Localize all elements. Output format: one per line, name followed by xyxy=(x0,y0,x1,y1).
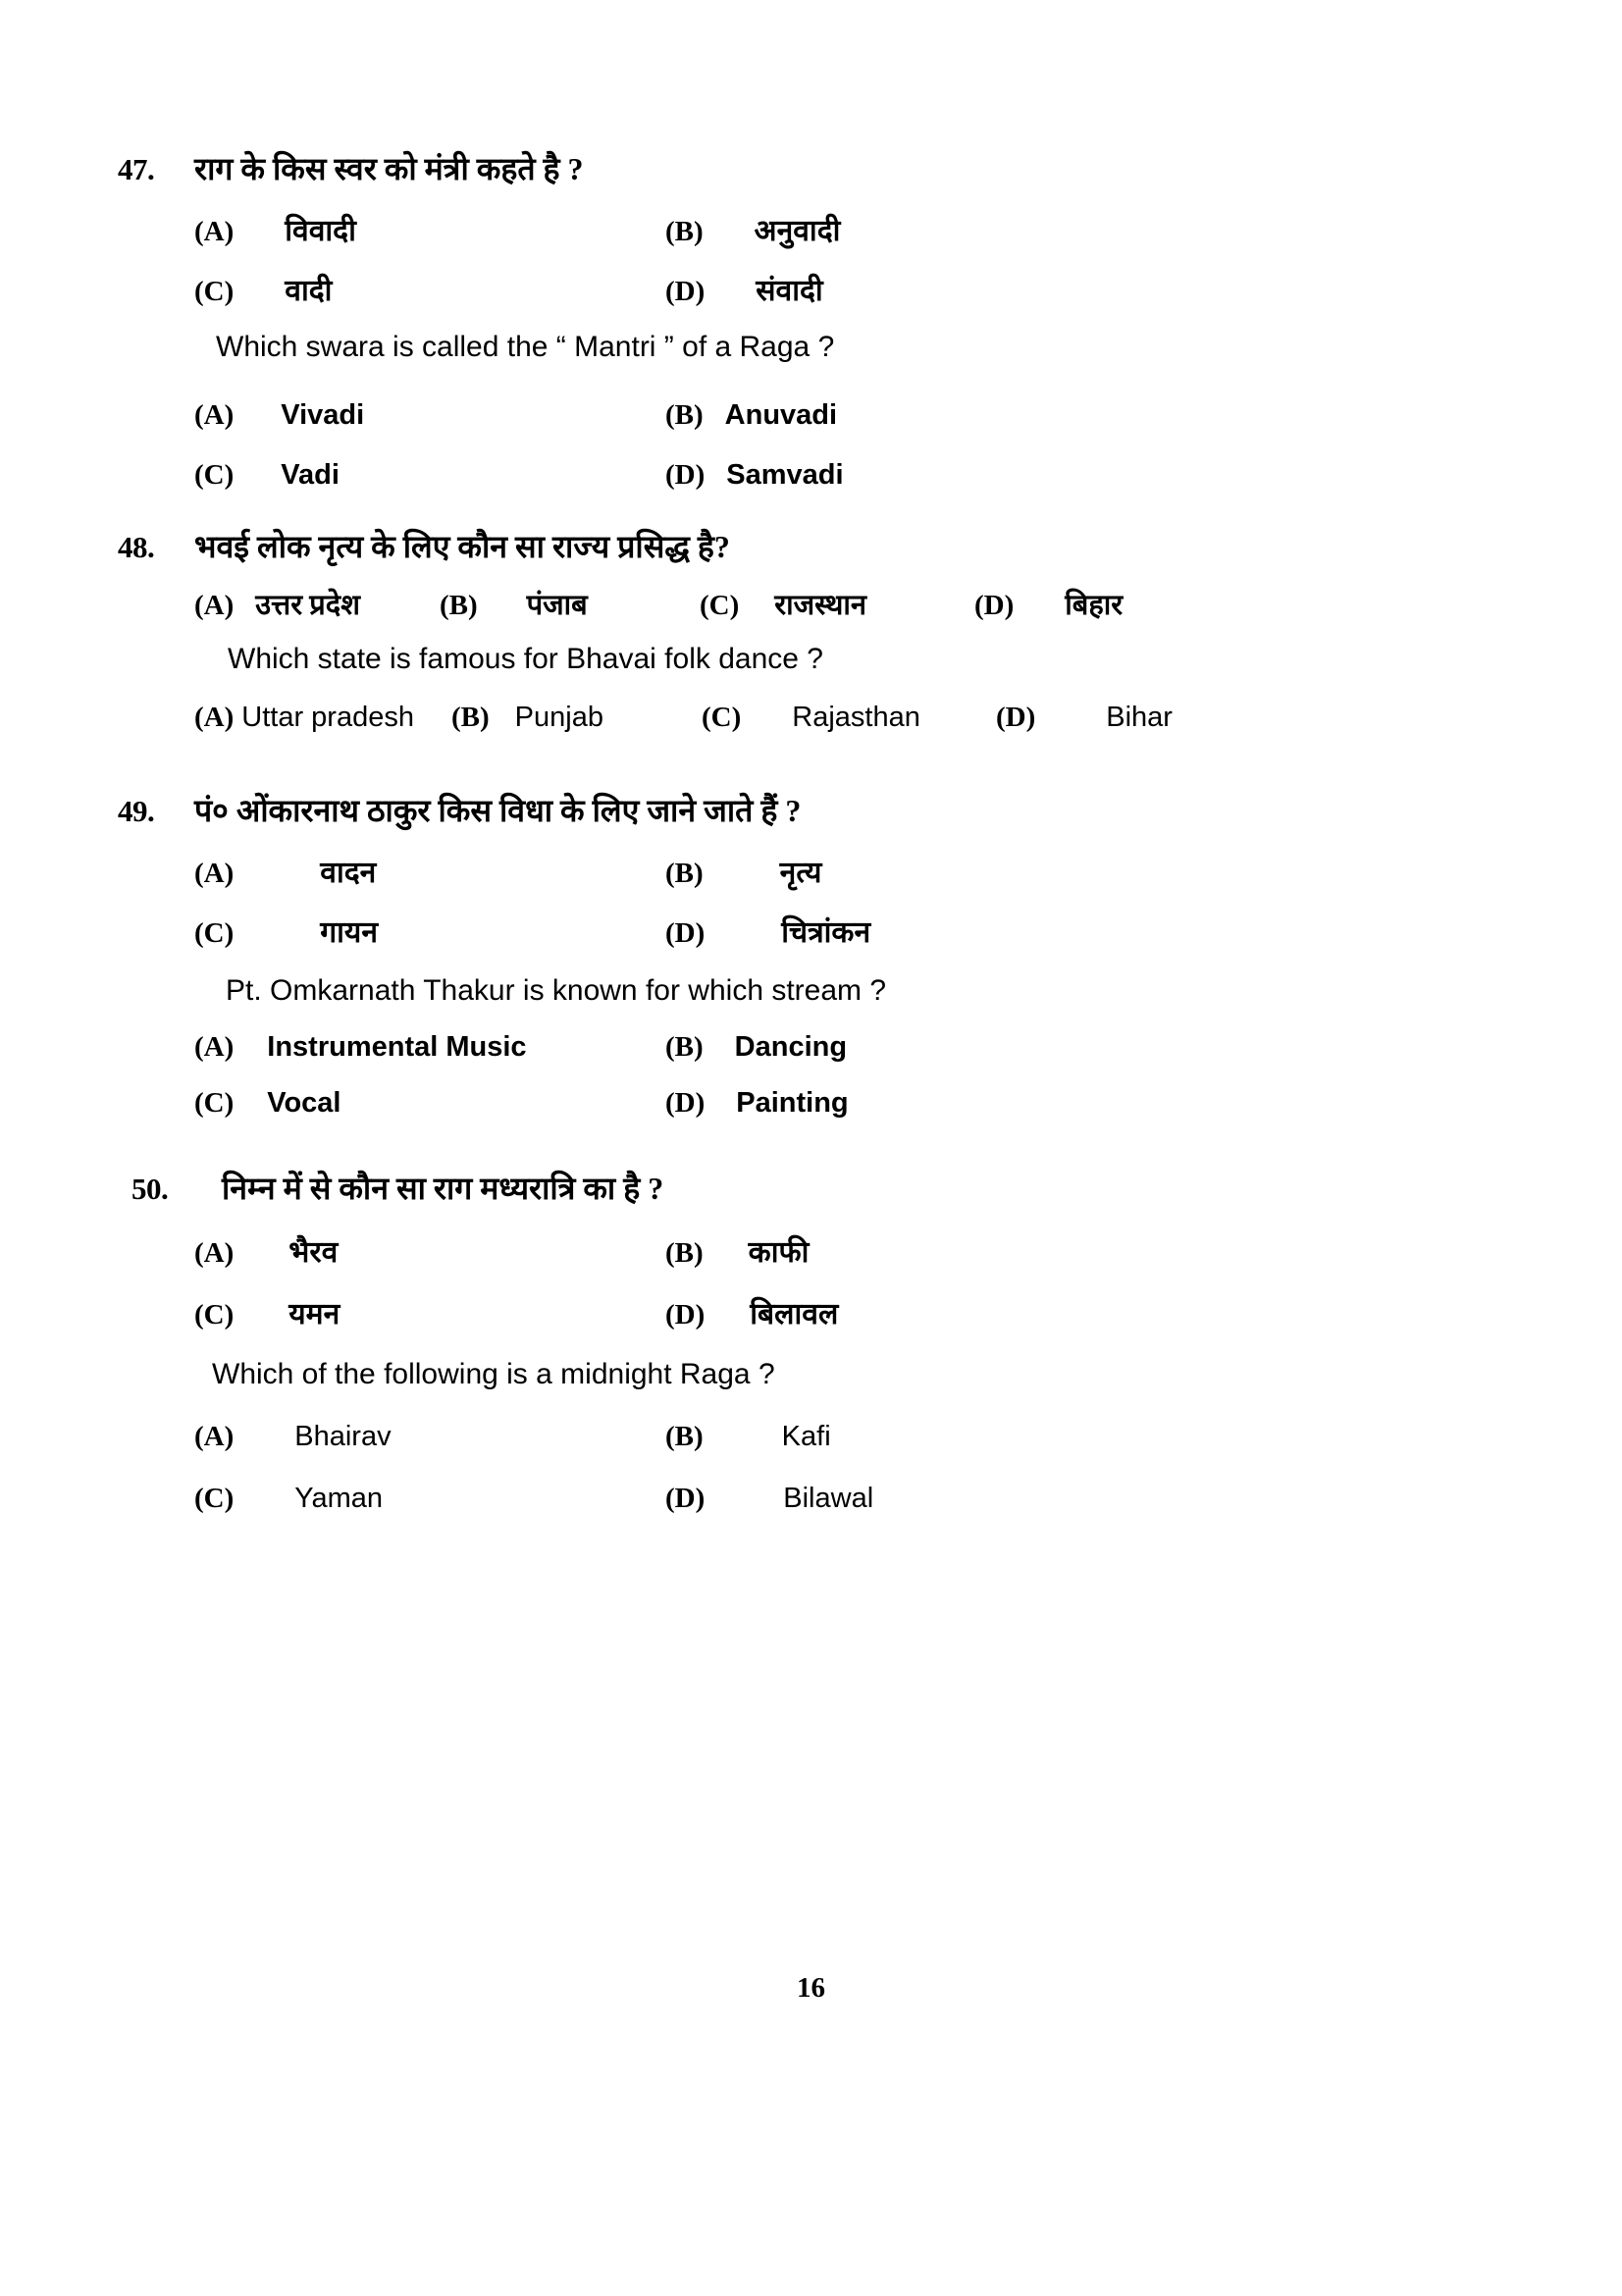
option-label: Bilawal xyxy=(783,1483,874,1514)
option-key: (D) xyxy=(665,917,706,949)
option-49-hi-b[interactable] xyxy=(665,851,1136,891)
options-english-49 xyxy=(118,1031,1504,1120)
option-label: पंजाब xyxy=(526,590,588,621)
option-key: (B) xyxy=(440,590,478,621)
option-row xyxy=(118,1292,1504,1332)
option-row xyxy=(118,209,1504,249)
option-row xyxy=(118,911,1504,951)
option-label: Samvadi xyxy=(726,459,844,491)
option-key: (B) xyxy=(665,399,704,431)
option-47-en-d[interactable] xyxy=(665,459,1136,492)
option-key: (D) xyxy=(665,1087,706,1119)
question-text-hindi-49: पं० ओंकारनाथ ठाकुर किस विधा के लिए जाने जाते हैं ? xyxy=(194,793,802,828)
option-label: Rajasthan xyxy=(792,702,920,733)
option-label: भैरव xyxy=(288,1236,339,1269)
question-text-hindi-50: निम्न में से कौन सा राग मध्यरात्रि का है ? xyxy=(222,1171,664,1206)
option-47-hi-c[interactable] xyxy=(194,269,665,309)
option-row xyxy=(118,269,1504,309)
option-label: Vocal xyxy=(267,1087,341,1119)
question-text-english-48: Which state is famous for Bhavai folk dance ? xyxy=(228,643,823,675)
option-label: उत्तर प्रदेश xyxy=(255,590,360,621)
option-key: (C) xyxy=(194,1299,235,1331)
option-47-en-a[interactable] xyxy=(194,399,665,432)
option-key: (C) xyxy=(702,702,742,733)
option-row xyxy=(118,459,1504,492)
question-block-48 xyxy=(118,525,1504,734)
option-49-hi-a[interactable] xyxy=(194,851,665,891)
option-50-hi-c[interactable] xyxy=(194,1292,665,1332)
option-label: बिलावल xyxy=(750,1298,839,1331)
option-key: (D) xyxy=(665,1299,706,1331)
option-48-hi-c[interactable] xyxy=(700,585,974,623)
question-block-49 xyxy=(118,789,1504,1120)
option-50-en-b[interactable] xyxy=(665,1421,1136,1453)
option-label: यमन xyxy=(288,1298,340,1331)
option-50-en-c[interactable] xyxy=(194,1483,665,1515)
option-key: (D) xyxy=(974,590,1015,621)
option-48-en-c[interactable] xyxy=(702,702,996,734)
option-label: गायन xyxy=(320,916,378,949)
question-number-50: 50. xyxy=(131,1172,169,1206)
option-key: (A) xyxy=(194,399,235,431)
option-key: (A) xyxy=(194,590,235,621)
question-text-english-50: Which of the following is a midnight Raga ? xyxy=(212,1358,775,1390)
option-47-hi-b[interactable] xyxy=(665,209,1136,249)
option-48-hi-d[interactable] xyxy=(974,585,1123,623)
options-english-48 xyxy=(118,702,1504,734)
question-number-47: 47. xyxy=(118,152,155,186)
option-48-hi-b[interactable] xyxy=(440,585,700,623)
option-key: (D) xyxy=(665,276,706,307)
option-50-en-a[interactable] xyxy=(194,1421,665,1453)
question-block-50 xyxy=(118,1167,1504,1515)
option-label: Punjab xyxy=(514,702,603,733)
option-label: Bhairav xyxy=(294,1421,392,1452)
option-key: (A) xyxy=(194,1421,235,1452)
option-key: (A) xyxy=(194,858,235,889)
option-row xyxy=(118,1230,1504,1271)
option-label: Anuvadi xyxy=(724,399,838,431)
option-label: काफी xyxy=(748,1236,810,1269)
option-49-en-a[interactable] xyxy=(194,1031,665,1064)
option-key: (B) xyxy=(665,1421,704,1452)
option-label: Vadi xyxy=(281,459,340,491)
option-row xyxy=(118,1421,1504,1453)
option-48-en-d[interactable] xyxy=(996,702,1173,734)
question-text-hindi-48: भवई लोक नृत्य के लिए कौन सा राज्य प्रसिद्ध है? xyxy=(194,529,730,564)
question-text-english-49: Pt. Omkarnath Thakur is known for which stream ? xyxy=(226,974,887,1007)
option-50-hi-b[interactable] xyxy=(665,1230,1136,1271)
option-label: Painting xyxy=(736,1087,849,1119)
option-label: विवादी xyxy=(285,215,356,247)
option-label: चित्रांकन xyxy=(781,916,871,949)
question-number-48: 48. xyxy=(118,530,155,564)
option-key: (B) xyxy=(665,216,704,247)
option-label: Kafi xyxy=(781,1421,831,1452)
option-key: (C) xyxy=(194,459,235,491)
option-label: वादन xyxy=(320,857,377,889)
option-row xyxy=(118,399,1504,432)
option-key: (C) xyxy=(194,1483,235,1514)
option-label: बिहार xyxy=(1065,590,1124,621)
option-49-en-c[interactable] xyxy=(194,1087,665,1120)
option-label: राजस्थान xyxy=(774,590,866,621)
option-key: (D) xyxy=(665,1483,706,1514)
option-label: Bihar xyxy=(1106,702,1173,733)
option-47-hi-a[interactable] xyxy=(194,209,665,249)
option-label: Yaman xyxy=(294,1483,383,1514)
option-row xyxy=(118,1031,1504,1064)
option-row xyxy=(118,851,1504,891)
question-header-50 xyxy=(118,1167,1504,1209)
option-key: (D) xyxy=(665,459,706,491)
option-50-hi-d[interactable] xyxy=(665,1292,1136,1332)
option-row xyxy=(118,1087,1504,1120)
option-50-en-d[interactable] xyxy=(665,1483,1136,1515)
options-hindi-47 xyxy=(118,209,1504,309)
option-key: (A) xyxy=(194,1237,235,1269)
options-english-47 xyxy=(118,399,1504,492)
option-47-en-b[interactable] xyxy=(665,399,1136,432)
options-hindi-48 xyxy=(118,585,1504,623)
option-key: (B) xyxy=(665,1237,704,1269)
option-label: वादी xyxy=(285,275,333,307)
option-key: (C) xyxy=(194,1087,235,1119)
option-row xyxy=(118,1483,1504,1515)
option-key: (A) xyxy=(194,216,235,247)
question-text-english-47: Which swara is called the “ Mantri ” of a Raga ? xyxy=(216,331,835,363)
option-label: संवादी xyxy=(756,275,823,307)
option-49-hi-c[interactable] xyxy=(194,911,665,951)
option-key: (A) xyxy=(194,1031,235,1063)
option-47-en-c[interactable] xyxy=(194,459,665,492)
option-49-en-b[interactable] xyxy=(665,1031,1136,1064)
option-key: (C) xyxy=(194,276,235,307)
option-48-en-b[interactable] xyxy=(451,702,702,734)
option-49-en-d[interactable] xyxy=(665,1087,1136,1120)
option-label: Vivadi xyxy=(281,399,365,431)
question-block-47 xyxy=(118,147,1504,492)
option-label: अनुवादी xyxy=(754,215,841,247)
option-48-en-a[interactable] xyxy=(194,702,451,734)
option-label: Dancing xyxy=(734,1031,848,1063)
option-label: Instrumental Music xyxy=(267,1031,527,1063)
question-header-49 xyxy=(118,789,1504,831)
option-label: Uttar pradesh xyxy=(241,702,414,733)
option-key: (B) xyxy=(451,702,490,733)
question-number-49: 49. xyxy=(118,794,155,828)
options-hindi-50 xyxy=(118,1230,1504,1332)
option-key: (A) xyxy=(194,702,235,733)
option-48-hi-a[interactable] xyxy=(194,585,440,623)
options-english-50 xyxy=(118,1421,1504,1515)
question-header-47 xyxy=(118,147,1504,189)
option-label: नृत्य xyxy=(779,857,822,889)
options-hindi-49 xyxy=(118,851,1504,951)
option-key: (C) xyxy=(194,917,235,949)
option-key: (C) xyxy=(700,590,740,621)
page-number: 16 xyxy=(797,1972,825,2004)
question-text-hindi-47: राग के किस स्वर को मंत्री कहते है ? xyxy=(194,151,584,186)
option-key: (D) xyxy=(996,702,1036,733)
option-47-hi-d[interactable] xyxy=(665,269,1136,309)
option-50-hi-a[interactable] xyxy=(194,1230,665,1271)
option-key: (B) xyxy=(665,1031,704,1063)
question-header-48 xyxy=(118,525,1504,567)
option-49-hi-d[interactable] xyxy=(665,911,1136,951)
option-key: (B) xyxy=(665,858,704,889)
